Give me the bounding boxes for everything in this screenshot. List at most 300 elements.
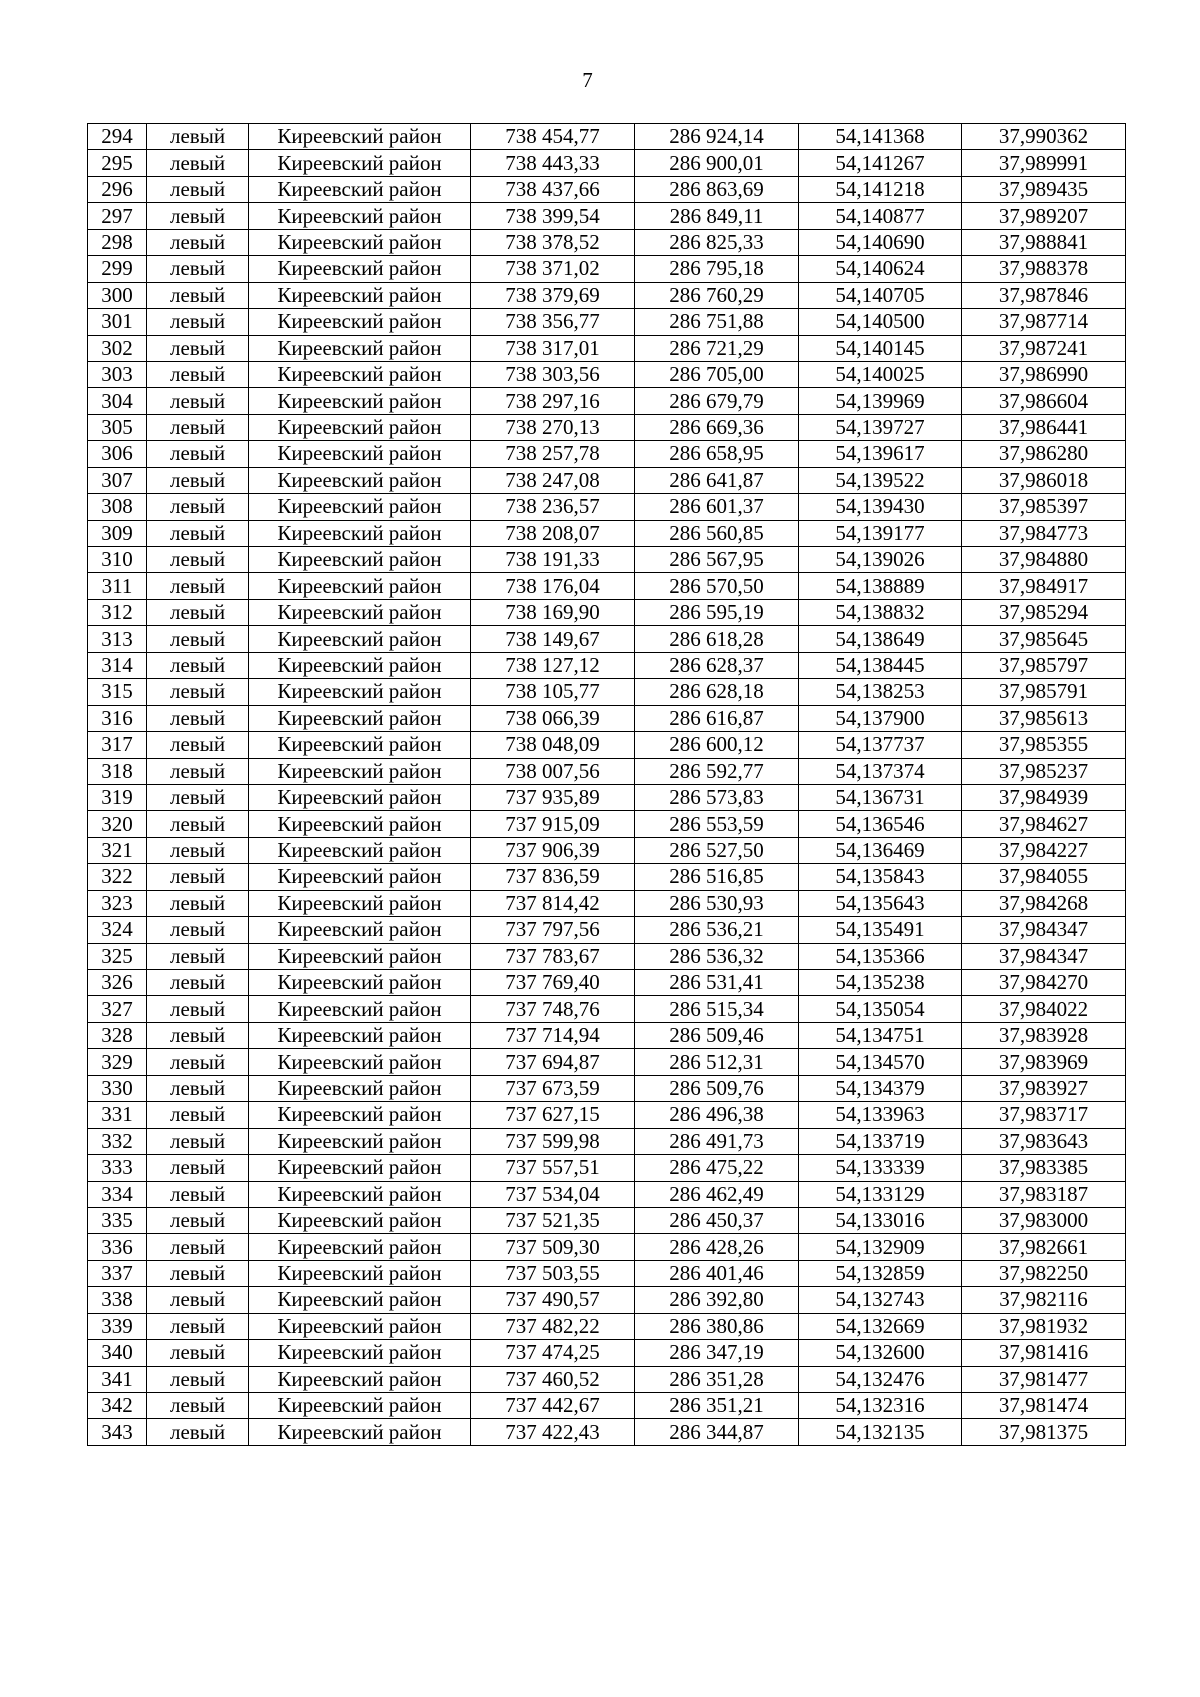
- bank-side-cell: левый: [147, 970, 249, 996]
- latitude-cell: 54,138253: [799, 679, 962, 705]
- table-row: [88, 1340, 1126, 1366]
- y-coordinate-cell: 286 592,77: [635, 758, 799, 784]
- table-row: [88, 176, 1126, 202]
- bank-side-cell: левый: [147, 1207, 249, 1233]
- bank-side-cell: левый: [147, 1181, 249, 1207]
- x-coordinate-cell: 738 236,57: [471, 494, 635, 520]
- table-row: [88, 811, 1126, 837]
- bank-side-cell: левый: [147, 361, 249, 387]
- bank-side-cell: левый: [147, 837, 249, 863]
- longitude-cell: 37,983187: [962, 1181, 1126, 1207]
- point-number-cell: 305: [88, 414, 147, 440]
- y-coordinate-cell: 286 351,21: [635, 1393, 799, 1419]
- point-number-cell: 321: [88, 837, 147, 863]
- x-coordinate-cell: 738 443,33: [471, 150, 635, 176]
- bank-side-cell: левый: [147, 1260, 249, 1286]
- latitude-cell: 54,141267: [799, 150, 962, 176]
- longitude-cell: 37,984627: [962, 811, 1126, 837]
- longitude-cell: 37,988378: [962, 256, 1126, 282]
- table-row: [88, 309, 1126, 335]
- latitude-cell: 54,138832: [799, 599, 962, 625]
- longitude-cell: 37,983928: [962, 1022, 1126, 1048]
- point-number-cell: 320: [88, 811, 147, 837]
- district-cell: Киреевский район: [249, 150, 471, 176]
- latitude-cell: 54,140145: [799, 335, 962, 361]
- x-coordinate-cell: 737 714,94: [471, 1022, 635, 1048]
- table-row: [88, 1287, 1126, 1313]
- district-cell: Киреевский район: [249, 1128, 471, 1154]
- y-coordinate-cell: 286 751,88: [635, 309, 799, 335]
- bank-side-cell: левый: [147, 573, 249, 599]
- bank-side-cell: левый: [147, 256, 249, 282]
- table-row: [88, 1366, 1126, 1392]
- district-cell: Киреевский район: [249, 282, 471, 308]
- bank-side-cell: левый: [147, 679, 249, 705]
- longitude-cell: 37,983927: [962, 1075, 1126, 1101]
- table-row: [88, 732, 1126, 758]
- district-cell: Киреевский район: [249, 970, 471, 996]
- point-number-cell: 331: [88, 1102, 147, 1128]
- point-number-cell: 309: [88, 520, 147, 546]
- district-cell: Киреевский район: [249, 1419, 471, 1445]
- longitude-cell: 37,984880: [962, 547, 1126, 573]
- longitude-cell: 37,984022: [962, 996, 1126, 1022]
- table-row: [88, 282, 1126, 308]
- longitude-cell: 37,981932: [962, 1313, 1126, 1339]
- x-coordinate-cell: 737 906,39: [471, 837, 635, 863]
- x-coordinate-cell: 737 627,15: [471, 1102, 635, 1128]
- y-coordinate-cell: 286 595,19: [635, 599, 799, 625]
- table-row: [88, 335, 1126, 361]
- latitude-cell: 54,139969: [799, 388, 962, 414]
- point-number-cell: 316: [88, 705, 147, 731]
- y-coordinate-cell: 286 512,31: [635, 1049, 799, 1075]
- district-cell: Киреевский район: [249, 1155, 471, 1181]
- latitude-cell: 54,132316: [799, 1393, 962, 1419]
- x-coordinate-cell: 737 509,30: [471, 1234, 635, 1260]
- latitude-cell: 54,132476: [799, 1366, 962, 1392]
- table-row: [88, 124, 1126, 150]
- latitude-cell: 54,137374: [799, 758, 962, 784]
- x-coordinate-cell: 738 191,33: [471, 547, 635, 573]
- bank-side-cell: левый: [147, 758, 249, 784]
- x-coordinate-cell: 738 317,01: [471, 335, 635, 361]
- x-coordinate-cell: 737 534,04: [471, 1181, 635, 1207]
- district-cell: Киреевский район: [249, 203, 471, 229]
- latitude-cell: 54,132135: [799, 1419, 962, 1445]
- x-coordinate-cell: 738 169,90: [471, 599, 635, 625]
- point-number-cell: 301: [88, 309, 147, 335]
- latitude-cell: 54,137737: [799, 732, 962, 758]
- bank-side-cell: левый: [147, 811, 249, 837]
- y-coordinate-cell: 286 475,22: [635, 1155, 799, 1181]
- table-row: [88, 1234, 1126, 1260]
- longitude-cell: 37,985791: [962, 679, 1126, 705]
- point-number-cell: 339: [88, 1313, 147, 1339]
- bank-side-cell: левый: [147, 732, 249, 758]
- y-coordinate-cell: 286 658,95: [635, 441, 799, 467]
- district-cell: Киреевский район: [249, 1260, 471, 1286]
- table-body: [88, 124, 1126, 1446]
- latitude-cell: 54,133016: [799, 1207, 962, 1233]
- longitude-cell: 37,985397: [962, 494, 1126, 520]
- district-cell: Киреевский район: [249, 1181, 471, 1207]
- bank-side-cell: левый: [147, 282, 249, 308]
- x-coordinate-cell: 737 673,59: [471, 1075, 635, 1101]
- district-cell: Киреевский район: [249, 811, 471, 837]
- y-coordinate-cell: 286 536,32: [635, 943, 799, 969]
- y-coordinate-cell: 286 669,36: [635, 414, 799, 440]
- bank-side-cell: левый: [147, 414, 249, 440]
- y-coordinate-cell: 286 428,26: [635, 1234, 799, 1260]
- point-number-cell: 306: [88, 441, 147, 467]
- y-coordinate-cell: 286 509,76: [635, 1075, 799, 1101]
- bank-side-cell: левый: [147, 124, 249, 150]
- bank-side-cell: левый: [147, 520, 249, 546]
- point-number-cell: 317: [88, 732, 147, 758]
- district-cell: Киреевский район: [249, 1287, 471, 1313]
- x-coordinate-cell: 737 748,76: [471, 996, 635, 1022]
- district-cell: Киреевский район: [249, 943, 471, 969]
- bank-side-cell: левый: [147, 784, 249, 810]
- district-cell: Киреевский район: [249, 917, 471, 943]
- y-coordinate-cell: 286 530,93: [635, 890, 799, 916]
- table-row: [88, 1075, 1126, 1101]
- latitude-cell: 54,141368: [799, 124, 962, 150]
- y-coordinate-cell: 286 600,12: [635, 732, 799, 758]
- point-number-cell: 323: [88, 890, 147, 916]
- y-coordinate-cell: 286 570,50: [635, 573, 799, 599]
- table-row: [88, 388, 1126, 414]
- district-cell: Киреевский район: [249, 890, 471, 916]
- x-coordinate-cell: 738 303,56: [471, 361, 635, 387]
- longitude-cell: 37,983000: [962, 1207, 1126, 1233]
- table-row: [88, 361, 1126, 387]
- longitude-cell: 37,985797: [962, 652, 1126, 678]
- longitude-cell: 37,985294: [962, 599, 1126, 625]
- district-cell: Киреевский район: [249, 414, 471, 440]
- y-coordinate-cell: 286 795,18: [635, 256, 799, 282]
- point-number-cell: 310: [88, 547, 147, 573]
- table-row: [88, 943, 1126, 969]
- table-row: [88, 599, 1126, 625]
- bank-side-cell: левый: [147, 917, 249, 943]
- y-coordinate-cell: 286 849,11: [635, 203, 799, 229]
- table-row: [88, 970, 1126, 996]
- latitude-cell: 54,139026: [799, 547, 962, 573]
- y-coordinate-cell: 286 401,46: [635, 1260, 799, 1286]
- latitude-cell: 54,133719: [799, 1128, 962, 1154]
- district-cell: Киреевский район: [249, 229, 471, 255]
- point-number-cell: 324: [88, 917, 147, 943]
- x-coordinate-cell: 738 176,04: [471, 573, 635, 599]
- longitude-cell: 37,981416: [962, 1340, 1126, 1366]
- x-coordinate-cell: 737 557,51: [471, 1155, 635, 1181]
- point-number-cell: 337: [88, 1260, 147, 1286]
- bank-side-cell: левый: [147, 1128, 249, 1154]
- table-row: [88, 414, 1126, 440]
- district-cell: Киреевский район: [249, 758, 471, 784]
- bank-side-cell: левый: [147, 1393, 249, 1419]
- district-cell: Киреевский район: [249, 467, 471, 493]
- district-cell: Киреевский район: [249, 547, 471, 573]
- longitude-cell: 37,990362: [962, 124, 1126, 150]
- y-coordinate-cell: 286 491,73: [635, 1128, 799, 1154]
- y-coordinate-cell: 286 705,00: [635, 361, 799, 387]
- bank-side-cell: левый: [147, 150, 249, 176]
- x-coordinate-cell: 737 694,87: [471, 1049, 635, 1075]
- district-cell: Киреевский район: [249, 124, 471, 150]
- coordinates-table: [87, 123, 1126, 1446]
- longitude-cell: 37,986018: [962, 467, 1126, 493]
- table-row: [88, 441, 1126, 467]
- point-number-cell: 296: [88, 176, 147, 202]
- point-number-cell: 338: [88, 1287, 147, 1313]
- point-number-cell: 312: [88, 599, 147, 625]
- point-number-cell: 340: [88, 1340, 147, 1366]
- longitude-cell: 37,982250: [962, 1260, 1126, 1286]
- x-coordinate-cell: 738 257,78: [471, 441, 635, 467]
- x-coordinate-cell: 737 915,09: [471, 811, 635, 837]
- district-cell: Киреевский район: [249, 1207, 471, 1233]
- table-row: [88, 679, 1126, 705]
- point-number-cell: 298: [88, 229, 147, 255]
- y-coordinate-cell: 286 825,33: [635, 229, 799, 255]
- bank-side-cell: левый: [147, 996, 249, 1022]
- point-number-cell: 319: [88, 784, 147, 810]
- table-row: [88, 784, 1126, 810]
- latitude-cell: 54,139617: [799, 441, 962, 467]
- page-number: 7: [582, 68, 593, 92]
- y-coordinate-cell: 286 900,01: [635, 150, 799, 176]
- district-cell: Киреевский район: [249, 837, 471, 863]
- point-number-cell: 308: [88, 494, 147, 520]
- point-number-cell: 325: [88, 943, 147, 969]
- district-cell: Киреевский район: [249, 864, 471, 890]
- point-number-cell: 327: [88, 996, 147, 1022]
- point-number-cell: 322: [88, 864, 147, 890]
- bank-side-cell: левый: [147, 335, 249, 361]
- bank-side-cell: левый: [147, 626, 249, 652]
- x-coordinate-cell: 738 437,66: [471, 176, 635, 202]
- x-coordinate-cell: 737 474,25: [471, 1340, 635, 1366]
- latitude-cell: 54,137900: [799, 705, 962, 731]
- bank-side-cell: левый: [147, 864, 249, 890]
- point-number-cell: 314: [88, 652, 147, 678]
- latitude-cell: 54,135366: [799, 943, 962, 969]
- bank-side-cell: левый: [147, 467, 249, 493]
- latitude-cell: 54,135643: [799, 890, 962, 916]
- district-cell: Киреевский район: [249, 652, 471, 678]
- district-cell: Киреевский район: [249, 494, 471, 520]
- y-coordinate-cell: 286 531,41: [635, 970, 799, 996]
- x-coordinate-cell: 738 378,52: [471, 229, 635, 255]
- latitude-cell: 54,139727: [799, 414, 962, 440]
- latitude-cell: 54,132600: [799, 1340, 962, 1366]
- x-coordinate-cell: 738 356,77: [471, 309, 635, 335]
- longitude-cell: 37,982661: [962, 1234, 1126, 1260]
- longitude-cell: 37,985237: [962, 758, 1126, 784]
- x-coordinate-cell: 737 836,59: [471, 864, 635, 890]
- table-row: [88, 864, 1126, 890]
- district-cell: Киреевский район: [249, 361, 471, 387]
- x-coordinate-cell: 738 247,08: [471, 467, 635, 493]
- longitude-cell: 37,986990: [962, 361, 1126, 387]
- latitude-cell: 54,135843: [799, 864, 962, 890]
- x-coordinate-cell: 737 490,57: [471, 1287, 635, 1313]
- table-row: [88, 1049, 1126, 1075]
- longitude-cell: 37,984227: [962, 837, 1126, 863]
- latitude-cell: 54,138649: [799, 626, 962, 652]
- x-coordinate-cell: 738 371,02: [471, 256, 635, 282]
- district-cell: Киреевский район: [249, 335, 471, 361]
- y-coordinate-cell: 286 863,69: [635, 176, 799, 202]
- y-coordinate-cell: 286 496,38: [635, 1102, 799, 1128]
- x-coordinate-cell: 738 297,16: [471, 388, 635, 414]
- y-coordinate-cell: 286 553,59: [635, 811, 799, 837]
- x-coordinate-cell: 737 599,98: [471, 1128, 635, 1154]
- y-coordinate-cell: 286 527,50: [635, 837, 799, 863]
- longitude-cell: 37,985613: [962, 705, 1126, 731]
- y-coordinate-cell: 286 509,46: [635, 1022, 799, 1048]
- table-row: [88, 1128, 1126, 1154]
- longitude-cell: 37,989435: [962, 176, 1126, 202]
- district-cell: Киреевский район: [249, 1075, 471, 1101]
- district-cell: Киреевский район: [249, 388, 471, 414]
- longitude-cell: 37,984270: [962, 970, 1126, 996]
- district-cell: Киреевский район: [249, 732, 471, 758]
- point-number-cell: 294: [88, 124, 147, 150]
- district-cell: Киреевский район: [249, 1049, 471, 1075]
- y-coordinate-cell: 286 679,79: [635, 388, 799, 414]
- bank-side-cell: левый: [147, 1366, 249, 1392]
- y-coordinate-cell: 286 462,49: [635, 1181, 799, 1207]
- bank-side-cell: левый: [147, 203, 249, 229]
- table-row: [88, 652, 1126, 678]
- x-coordinate-cell: 737 814,42: [471, 890, 635, 916]
- table-row: [88, 1155, 1126, 1181]
- bank-side-cell: левый: [147, 890, 249, 916]
- latitude-cell: 54,132669: [799, 1313, 962, 1339]
- district-cell: Киреевский район: [249, 176, 471, 202]
- longitude-cell: 37,986604: [962, 388, 1126, 414]
- y-coordinate-cell: 286 450,37: [635, 1207, 799, 1233]
- district-cell: Киреевский район: [249, 599, 471, 625]
- y-coordinate-cell: 286 392,80: [635, 1287, 799, 1313]
- table-row: [88, 520, 1126, 546]
- table-row: [88, 1393, 1126, 1419]
- longitude-cell: 37,984347: [962, 917, 1126, 943]
- longitude-cell: 37,983643: [962, 1128, 1126, 1154]
- longitude-cell: 37,985645: [962, 626, 1126, 652]
- longitude-cell: 37,981474: [962, 1393, 1126, 1419]
- table-row: [88, 547, 1126, 573]
- x-coordinate-cell: 738 399,54: [471, 203, 635, 229]
- point-number-cell: 326: [88, 970, 147, 996]
- latitude-cell: 54,135238: [799, 970, 962, 996]
- x-coordinate-cell: 737 783,67: [471, 943, 635, 969]
- x-coordinate-cell: 737 521,35: [471, 1207, 635, 1233]
- y-coordinate-cell: 286 616,87: [635, 705, 799, 731]
- table-row: [88, 1313, 1126, 1339]
- bank-side-cell: левый: [147, 494, 249, 520]
- latitude-cell: 54,135491: [799, 917, 962, 943]
- y-coordinate-cell: 286 516,85: [635, 864, 799, 890]
- latitude-cell: 54,140025: [799, 361, 962, 387]
- y-coordinate-cell: 286 721,29: [635, 335, 799, 361]
- point-number-cell: 336: [88, 1234, 147, 1260]
- latitude-cell: 54,139522: [799, 467, 962, 493]
- x-coordinate-cell: 737 460,52: [471, 1366, 635, 1392]
- latitude-cell: 54,134379: [799, 1075, 962, 1101]
- district-cell: Киреевский район: [249, 626, 471, 652]
- y-coordinate-cell: 286 573,83: [635, 784, 799, 810]
- district-cell: Киреевский район: [249, 573, 471, 599]
- longitude-cell: 37,989207: [962, 203, 1126, 229]
- table-row: [88, 1207, 1126, 1233]
- bank-side-cell: левый: [147, 547, 249, 573]
- district-cell: Киреевский район: [249, 441, 471, 467]
- district-cell: Киреевский район: [249, 1340, 471, 1366]
- longitude-cell: 37,981477: [962, 1366, 1126, 1392]
- longitude-cell: 37,983385: [962, 1155, 1126, 1181]
- latitude-cell: 54,139177: [799, 520, 962, 546]
- longitude-cell: 37,984268: [962, 890, 1126, 916]
- x-coordinate-cell: 738 379,69: [471, 282, 635, 308]
- table-row: [88, 1419, 1126, 1445]
- longitude-cell: 37,986280: [962, 441, 1126, 467]
- bank-side-cell: левый: [147, 309, 249, 335]
- y-coordinate-cell: 286 515,34: [635, 996, 799, 1022]
- district-cell: Киреевский район: [249, 1022, 471, 1048]
- latitude-cell: 54,132909: [799, 1234, 962, 1260]
- table-row: [88, 1181, 1126, 1207]
- district-cell: Киреевский район: [249, 520, 471, 546]
- latitude-cell: 54,133129: [799, 1181, 962, 1207]
- district-cell: Киреевский район: [249, 1313, 471, 1339]
- point-number-cell: 329: [88, 1049, 147, 1075]
- x-coordinate-cell: 738 270,13: [471, 414, 635, 440]
- latitude-cell: 54,140500: [799, 309, 962, 335]
- bank-side-cell: левый: [147, 1287, 249, 1313]
- district-cell: Киреевский район: [249, 996, 471, 1022]
- x-coordinate-cell: 738 149,67: [471, 626, 635, 652]
- district-cell: Киреевский район: [249, 309, 471, 335]
- x-coordinate-cell: 738 454,77: [471, 124, 635, 150]
- table-row: [88, 150, 1126, 176]
- latitude-cell: 54,132743: [799, 1287, 962, 1313]
- point-number-cell: 303: [88, 361, 147, 387]
- longitude-cell: 37,984917: [962, 573, 1126, 599]
- table-row: [88, 1102, 1126, 1128]
- point-number-cell: 318: [88, 758, 147, 784]
- bank-side-cell: левый: [147, 652, 249, 678]
- longitude-cell: 37,984347: [962, 943, 1126, 969]
- table-row: [88, 203, 1126, 229]
- y-coordinate-cell: 286 601,37: [635, 494, 799, 520]
- x-coordinate-cell: 737 442,67: [471, 1393, 635, 1419]
- y-coordinate-cell: 286 351,28: [635, 1366, 799, 1392]
- longitude-cell: 37,983717: [962, 1102, 1126, 1128]
- longitude-cell: 37,987241: [962, 335, 1126, 361]
- longitude-cell: 37,984055: [962, 864, 1126, 890]
- latitude-cell: 54,132859: [799, 1260, 962, 1286]
- y-coordinate-cell: 286 924,14: [635, 124, 799, 150]
- x-coordinate-cell: 737 935,89: [471, 784, 635, 810]
- bank-side-cell: левый: [147, 599, 249, 625]
- longitude-cell: 37,983969: [962, 1049, 1126, 1075]
- bank-side-cell: левый: [147, 1419, 249, 1445]
